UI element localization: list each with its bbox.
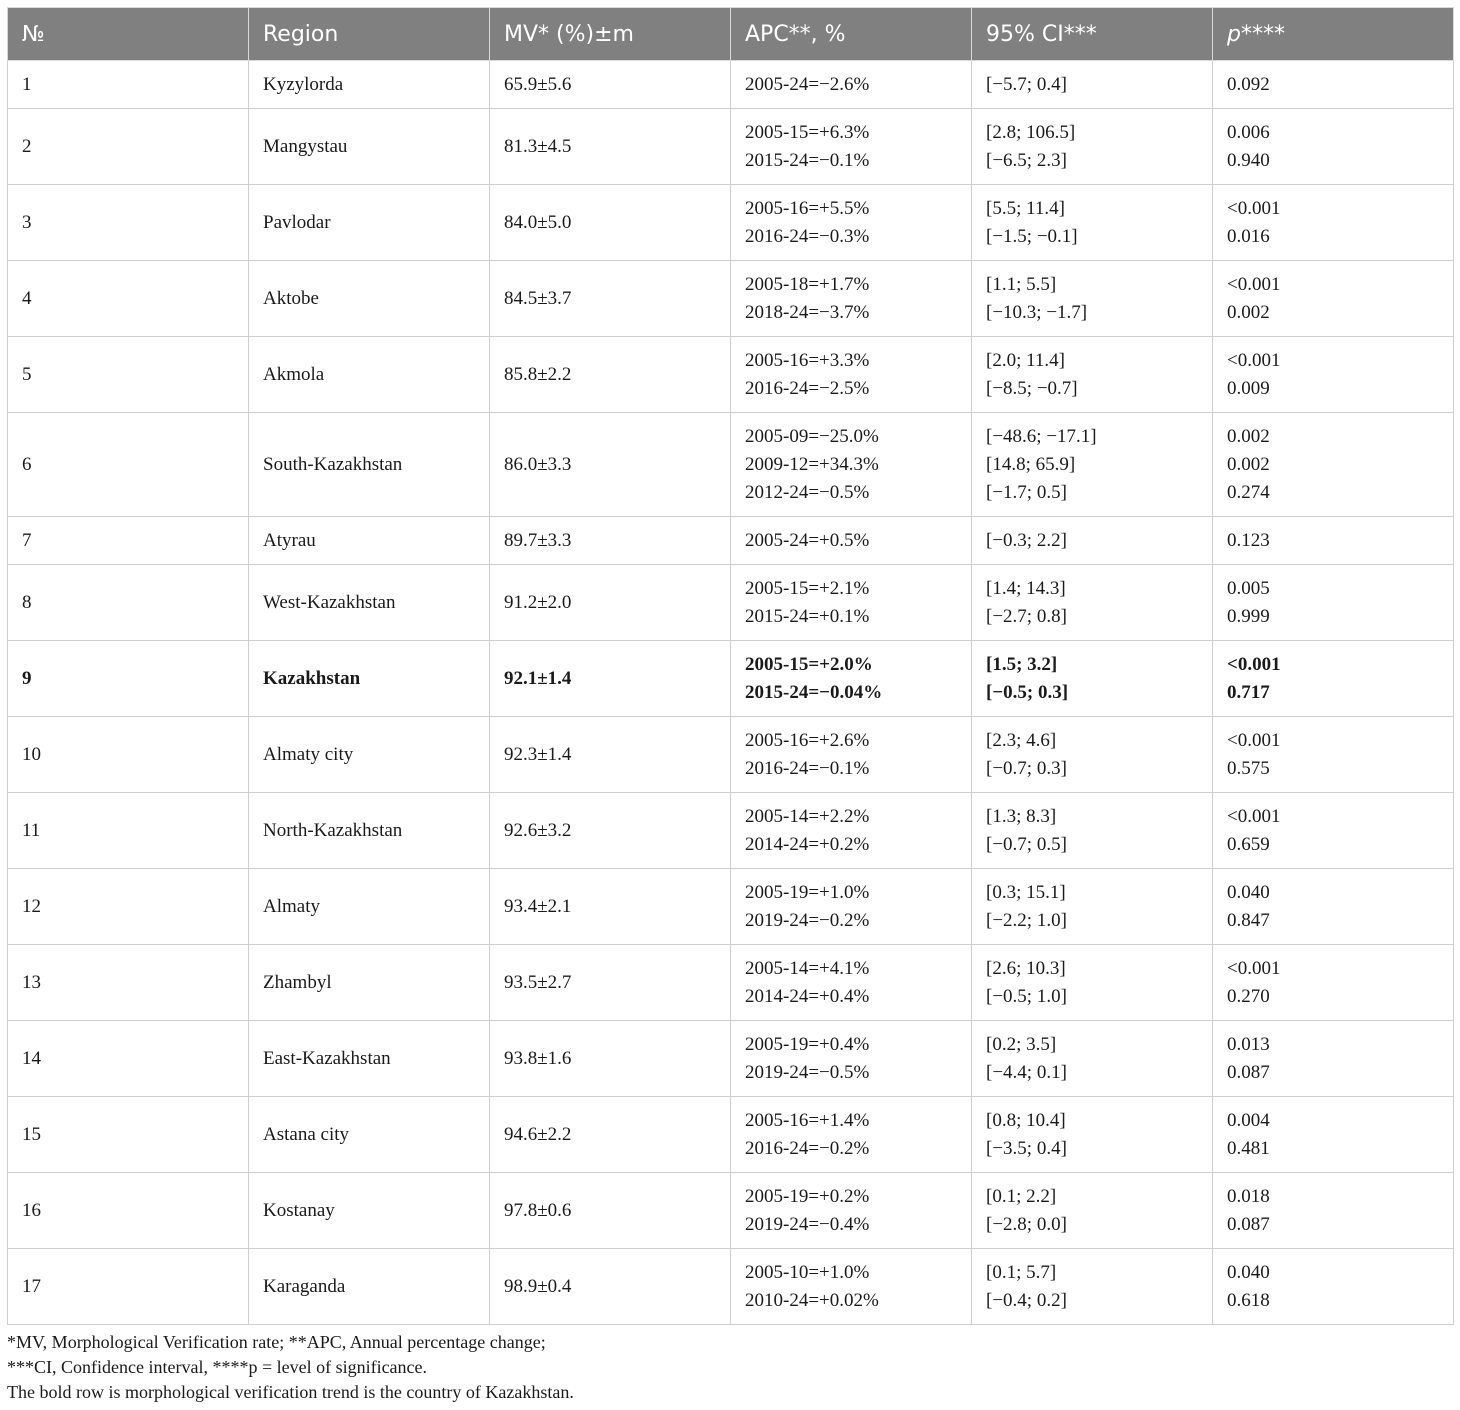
cell-ci-line: [−0.3; 2.2]: [986, 529, 1067, 551]
cell-apc: [731, 337, 972, 413]
cell-ci: [972, 185, 1213, 261]
cell-ci-line: [−4.4; 0.1]: [986, 1061, 1067, 1083]
cell-p-line: 0.016: [1227, 225, 1270, 247]
cell-region: Almaty city: [249, 717, 490, 793]
cell-region: Almaty: [249, 869, 490, 945]
cell-ci: [972, 565, 1213, 641]
cell-apc-line: 2005-24=−2.6%: [745, 73, 870, 95]
cell-p-line: 0.481: [1227, 1137, 1270, 1159]
cell-number: 5: [8, 337, 249, 413]
cell-number: 12: [8, 869, 249, 945]
cell-ci: [972, 717, 1213, 793]
cell-apc-line: 2015-24=−0.1%: [745, 149, 870, 171]
cell-p-line: <0.001: [1227, 729, 1281, 751]
cell-mv: 86.0±3.3: [490, 413, 731, 517]
table-header-row: [8, 8, 1454, 61]
cell-p-line: 0.087: [1227, 1061, 1270, 1083]
cell-region: Mangystau: [249, 109, 490, 185]
cell-p-line: 0.009: [1227, 377, 1270, 399]
cell-ci: [972, 1097, 1213, 1173]
table-row: [8, 413, 1454, 517]
cell-apc-line: 2005-19=+0.2%: [745, 1185, 870, 1207]
cell-region: North-Kazakhstan: [249, 793, 490, 869]
cell-p-line: 0.006: [1227, 121, 1270, 143]
cell-mv: 92.1±1.4: [490, 641, 731, 717]
cell-p-line: 0.002: [1227, 453, 1270, 475]
cell-p-line: 0.018: [1227, 1185, 1270, 1207]
cell-ci-line: [−0.7; 0.3]: [986, 757, 1067, 779]
cell-number: 17: [8, 1249, 249, 1325]
cell-ci-line: [−2.8; 0.0]: [986, 1213, 1067, 1235]
cell-p-line: 0.040: [1227, 1261, 1270, 1283]
cell-apc-line: 2014-24=+0.2%: [745, 833, 870, 855]
cell-ci: [972, 945, 1213, 1021]
footnote-line: ***CI, Confidence interval, ****p = level of significance.: [7, 1357, 428, 1377]
cell-p-line: 0.002: [1227, 301, 1270, 323]
cell-ci-line: [−48.6; −17.1]: [986, 425, 1097, 447]
cell-ci-line: [14.8; 65.9]: [986, 453, 1076, 475]
cell-ci-line: [1.3; 8.3]: [986, 805, 1057, 827]
table-row: [8, 1021, 1454, 1097]
cell-apc-line: 2016-24=−0.2%: [745, 1137, 870, 1159]
cell-ci-line: [0.1; 2.2]: [986, 1185, 1057, 1207]
cell-mv: 91.2±2.0: [490, 565, 731, 641]
cell-number: 8: [8, 565, 249, 641]
table-row: [8, 517, 1454, 565]
cell-number: 9: [8, 641, 249, 717]
cell-apc-line: 2005-14=+4.1%: [745, 957, 870, 979]
cell-number: 1: [8, 61, 249, 109]
cell-ci: [972, 1249, 1213, 1325]
cell-number: 15: [8, 1097, 249, 1173]
cell-ci-line: [−5.7; 0.4]: [986, 73, 1067, 95]
cell-mv: 98.9±0.4: [490, 1249, 731, 1325]
cell-apc-line: 2015-24=−0.04%: [745, 681, 883, 703]
cell-apc-line: 2005-16=+2.6%: [745, 729, 870, 751]
cell-region: Astana city: [249, 1097, 490, 1173]
cell-region: Aktobe: [249, 261, 490, 337]
cell-apc: [731, 185, 972, 261]
header-number: №: [8, 8, 249, 61]
cell-ci-line: [−3.5; 0.4]: [986, 1137, 1067, 1159]
cell-number: 3: [8, 185, 249, 261]
table-row: [8, 1097, 1454, 1173]
header-ci: 95% CI***: [972, 8, 1213, 61]
cell-apc: [731, 793, 972, 869]
table-row: [8, 717, 1454, 793]
cell-apc-line: 2005-19=+1.0%: [745, 881, 870, 903]
cell-region: East-Kazakhstan: [249, 1021, 490, 1097]
cell-ci-line: [0.2; 3.5]: [986, 1033, 1057, 1055]
cell-p-line: 0.092: [1227, 73, 1270, 95]
cell-p: [1213, 1249, 1454, 1325]
cell-p-line: <0.001: [1227, 349, 1281, 371]
cell-ci-line: [0.3; 15.1]: [986, 881, 1066, 903]
header-mv: MV* (%)±m: [490, 8, 731, 61]
cell-p: [1213, 185, 1454, 261]
cell-apc-line: 2012-24=−0.5%: [745, 481, 870, 503]
cell-mv: 84.0±5.0: [490, 185, 731, 261]
table-row: [8, 1173, 1454, 1249]
cell-region: Karaganda: [249, 1249, 490, 1325]
cell-region: Kyzylorda: [249, 61, 490, 109]
cell-ci-line: [1.1; 5.5]: [986, 273, 1057, 295]
cell-apc-line: 2005-19=+0.4%: [745, 1033, 870, 1055]
cell-p: [1213, 413, 1454, 517]
cell-p: [1213, 61, 1454, 109]
cell-apc-line: 2009-12=+34.3%: [745, 453, 879, 475]
cell-ci-line: [2.6; 10.3]: [986, 957, 1066, 979]
cell-p-line: <0.001: [1227, 197, 1281, 219]
cell-p: [1213, 869, 1454, 945]
cell-p-line: 0.004: [1227, 1109, 1270, 1131]
cell-ci-line: [2.3; 4.6]: [986, 729, 1057, 751]
cell-ci-line: [−6.5; 2.3]: [986, 149, 1067, 171]
table-row: [8, 61, 1454, 109]
cell-p: [1213, 337, 1454, 413]
cell-p: [1213, 1097, 1454, 1173]
cell-ci-line: [2.8; 106.5]: [986, 121, 1076, 143]
cell-mv: 93.5±2.7: [490, 945, 731, 1021]
cell-apc-line: 2019-24=−0.5%: [745, 1061, 870, 1083]
cell-p-line: <0.001: [1227, 957, 1281, 979]
cell-mv: 93.8±1.6: [490, 1021, 731, 1097]
cell-number: 2: [8, 109, 249, 185]
cell-apc-line: 2005-09=−25.0%: [745, 425, 879, 447]
cell-ci: [972, 61, 1213, 109]
cell-ci: [972, 1173, 1213, 1249]
cell-ci-line: [−10.3; −1.7]: [986, 301, 1088, 323]
cell-number: 16: [8, 1173, 249, 1249]
cell-apc: [731, 261, 972, 337]
cell-mv: 94.6±2.2: [490, 1097, 731, 1173]
cell-region: Kostanay: [249, 1173, 490, 1249]
cell-apc-line: 2010-24=+0.02%: [745, 1289, 879, 1311]
mv-trends-table: [7, 7, 1454, 1325]
cell-apc: [731, 1249, 972, 1325]
cell-p-line: 0.575: [1227, 757, 1270, 779]
cell-p-line: 0.659: [1227, 833, 1270, 855]
cell-p-line: 0.847: [1227, 909, 1270, 931]
cell-ci: [972, 261, 1213, 337]
table-row: [8, 109, 1454, 185]
table-row: [8, 1249, 1454, 1325]
cell-p-line: 0.087: [1227, 1213, 1270, 1235]
table-row: [8, 565, 1454, 641]
cell-p: [1213, 945, 1454, 1021]
cell-apc-line: 2015-24=+0.1%: [745, 605, 870, 627]
cell-ci-line: [−0.7; 0.5]: [986, 833, 1067, 855]
cell-region: Zhambyl: [249, 945, 490, 1021]
cell-p: [1213, 517, 1454, 565]
cell-number: 13: [8, 945, 249, 1021]
cell-apc: [731, 1021, 972, 1097]
cell-p: [1213, 793, 1454, 869]
cell-ci-line: [1.5; 3.2]: [986, 653, 1058, 675]
cell-p-line: 0.270: [1227, 985, 1270, 1007]
cell-apc: [731, 1097, 972, 1173]
cell-p-line: 0.123: [1227, 529, 1270, 551]
cell-ci-line: [−0.5; 0.3]: [986, 681, 1069, 703]
cell-p-line: 0.999: [1227, 605, 1270, 627]
cell-apc: [731, 61, 972, 109]
cell-number: 4: [8, 261, 249, 337]
cell-mv: 97.8±0.6: [490, 1173, 731, 1249]
cell-mv: 81.3±4.5: [490, 109, 731, 185]
cell-ci-line: [5.5; 11.4]: [986, 197, 1065, 219]
cell-apc-line: 2005-16=+5.5%: [745, 197, 870, 219]
table-body: [8, 61, 1454, 1325]
cell-region: West-Kazakhstan: [249, 565, 490, 641]
cell-region: Akmola: [249, 337, 490, 413]
cell-p-line: 0.005: [1227, 577, 1270, 599]
cell-ci-line: [−8.5; −0.7]: [986, 377, 1078, 399]
cell-apc-line: 2005-14=+2.2%: [745, 805, 870, 827]
cell-p-line: 0.274: [1227, 481, 1270, 503]
cell-apc-line: 2016-24=−0.1%: [745, 757, 870, 779]
cell-mv: 84.5±3.7: [490, 261, 731, 337]
cell-p-line: <0.001: [1227, 805, 1281, 827]
cell-apc: [731, 565, 972, 641]
table-footnotes: [7, 1330, 1453, 1405]
cell-apc-line: 2018-24=−3.7%: [745, 301, 870, 323]
cell-apc: [731, 869, 972, 945]
cell-mv: 89.7±3.3: [490, 517, 731, 565]
cell-apc-line: 2019-24=−0.2%: [745, 909, 870, 931]
cell-number: 11: [8, 793, 249, 869]
table-row: [8, 945, 1454, 1021]
cell-apc-line: 2014-24=+0.4%: [745, 985, 870, 1007]
cell-p: [1213, 565, 1454, 641]
cell-ci: [972, 869, 1213, 945]
cell-apc-line: 2005-16=+1.4%: [745, 1109, 870, 1131]
cell-p: [1213, 1021, 1454, 1097]
cell-p-line: 0.717: [1227, 681, 1270, 703]
table-row: [8, 337, 1454, 413]
cell-p: [1213, 1173, 1454, 1249]
cell-ci-line: [−0.5; 1.0]: [986, 985, 1067, 1007]
cell-ci-line: [0.8; 10.4]: [986, 1109, 1066, 1131]
cell-p: [1213, 261, 1454, 337]
cell-ci: [972, 793, 1213, 869]
cell-ci-line: [0.1; 5.7]: [986, 1261, 1057, 1283]
cell-p-line: 0.040: [1227, 881, 1270, 903]
cell-p: [1213, 641, 1454, 717]
cell-number: 7: [8, 517, 249, 565]
cell-p-line: 0.940: [1227, 149, 1270, 171]
cell-region: Atyrau: [249, 517, 490, 565]
cell-ci-line: [−2.7; 0.8]: [986, 605, 1067, 627]
header-apc: APC**, %: [731, 8, 972, 61]
cell-apc-line: 2005-18=+1.7%: [745, 273, 870, 295]
cell-apc: [731, 945, 972, 1021]
cell-apc-line: 2005-15=+2.1%: [745, 577, 870, 599]
cell-apc-line: 2005-24=+0.5%: [745, 529, 870, 551]
cell-ci-line: [−1.7; 0.5]: [986, 481, 1067, 503]
cell-p-line: 0.002: [1227, 425, 1270, 447]
cell-ci: [972, 517, 1213, 565]
cell-p-line: <0.001: [1227, 653, 1281, 675]
cell-apc-line: 2005-16=+3.3%: [745, 349, 870, 371]
cell-mv: 93.4±2.1: [490, 869, 731, 945]
cell-ci-line: [−1.5; −0.1]: [986, 225, 1078, 247]
cell-ci: [972, 109, 1213, 185]
cell-mv: 85.8±2.2: [490, 337, 731, 413]
cell-mv: 65.9±5.6: [490, 61, 731, 109]
cell-apc: [731, 413, 972, 517]
header-region: Region: [249, 8, 490, 61]
table-row: [8, 869, 1454, 945]
cell-p-line: 0.618: [1227, 1289, 1270, 1311]
cell-ci-line: [−0.4; 0.2]: [986, 1289, 1067, 1311]
cell-apc-line: 2005-15=+2.0%: [745, 653, 873, 675]
table-row: [8, 641, 1454, 717]
table-row: [8, 261, 1454, 337]
cell-p: [1213, 717, 1454, 793]
cell-region: Kazakhstan: [249, 641, 490, 717]
cell-apc: [731, 1173, 972, 1249]
cell-number: 14: [8, 1021, 249, 1097]
cell-region: South-Kazakhstan: [249, 413, 490, 517]
cell-mv: 92.3±1.4: [490, 717, 731, 793]
cell-p-line: 0.013: [1227, 1033, 1270, 1055]
cell-apc: [731, 717, 972, 793]
table-row: [8, 793, 1454, 869]
table-row: [8, 185, 1454, 261]
footnote-line: *MV, Morphological Verification rate; **APC, Annual percentage change;: [7, 1332, 546, 1352]
cell-ci: [972, 641, 1213, 717]
cell-apc: [731, 517, 972, 565]
cell-ci: [972, 413, 1213, 517]
cell-apc-line: 2005-15=+6.3%: [745, 121, 870, 143]
cell-ci-line: [2.0; 11.4]: [986, 349, 1065, 371]
header-p: p****: [1213, 8, 1454, 61]
cell-p: [1213, 109, 1454, 185]
cell-apc-line: 2019-24=−0.4%: [745, 1213, 870, 1235]
cell-apc: [731, 109, 972, 185]
cell-ci-line: [−2.2; 1.0]: [986, 909, 1067, 931]
cell-region: Pavlodar: [249, 185, 490, 261]
cell-apc-line: 2016-24=−0.3%: [745, 225, 870, 247]
cell-p-line: <0.001: [1227, 273, 1281, 295]
cell-apc-line: 2005-10=+1.0%: [745, 1261, 870, 1283]
cell-ci: [972, 1021, 1213, 1097]
cell-mv: 92.6±3.2: [490, 793, 731, 869]
table-container: [7, 7, 1453, 1325]
cell-ci-line: [1.4; 14.3]: [986, 577, 1066, 599]
cell-apc: [731, 641, 972, 717]
cell-number: 6: [8, 413, 249, 517]
cell-number: 10: [8, 717, 249, 793]
cell-apc-line: 2016-24=−2.5%: [745, 377, 870, 399]
cell-ci: [972, 337, 1213, 413]
footnote-line: The bold row is morphological verification trend is the country of Kazakhstan.: [7, 1382, 574, 1402]
